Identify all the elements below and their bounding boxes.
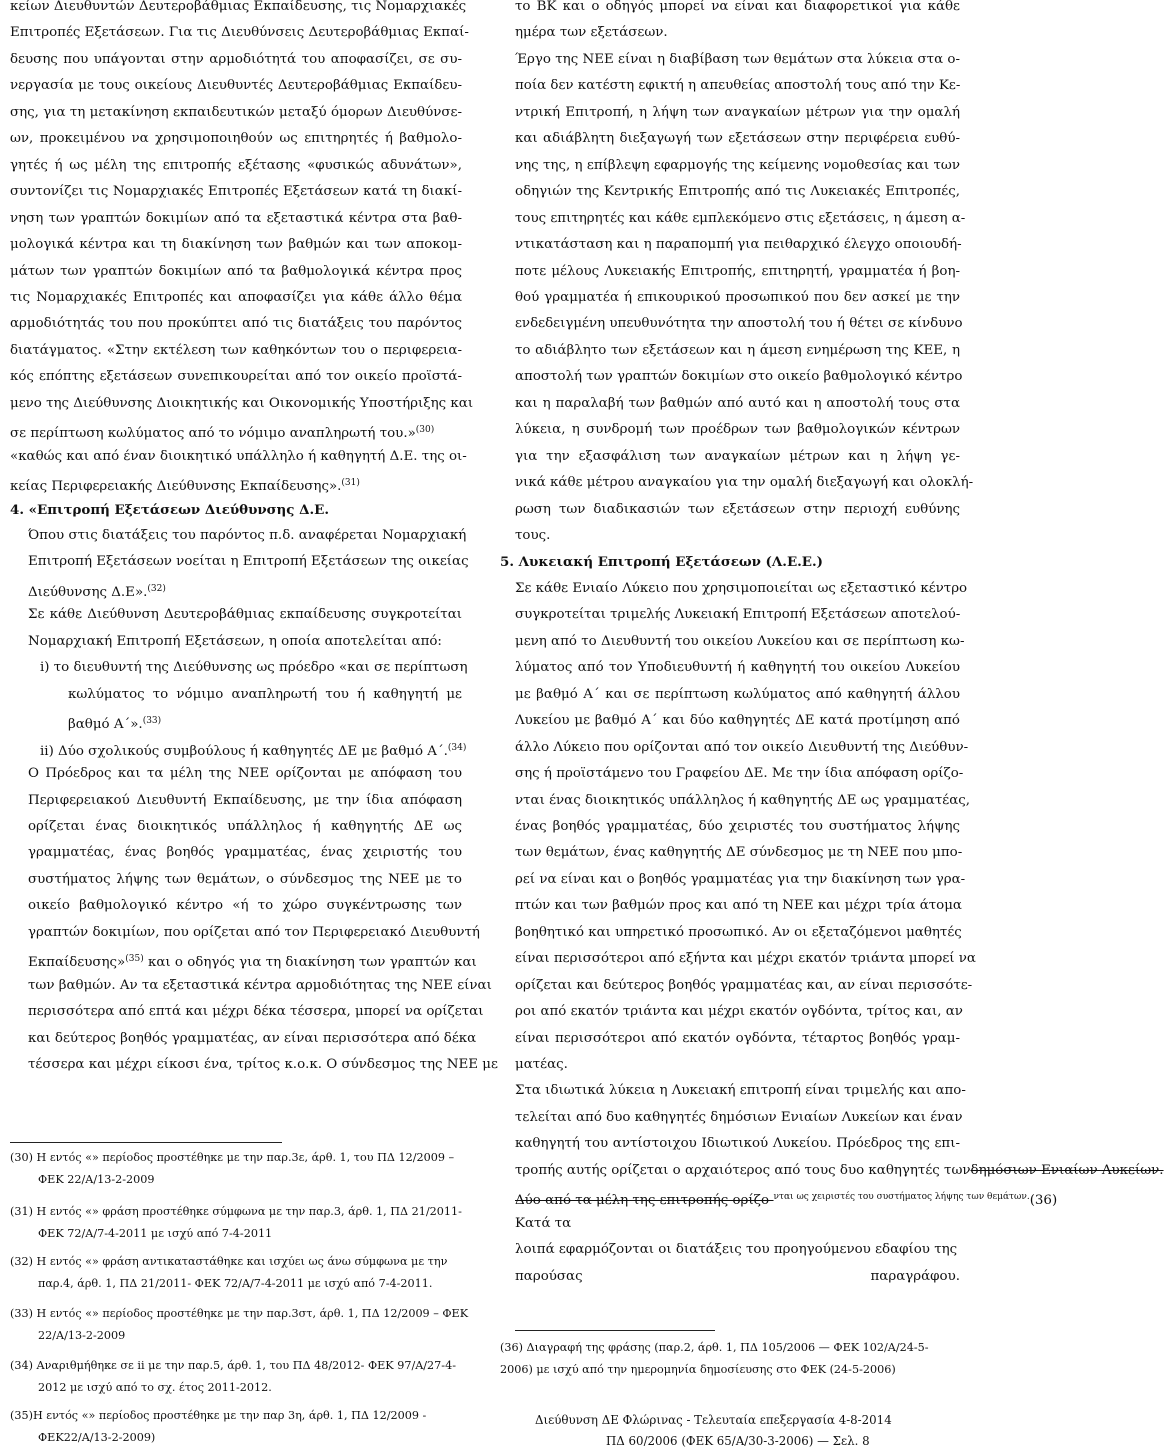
line-text: με βαθμό Α΄ και σε περίπτωση κωλύματος από καθηγητή άλλου <box>515 686 960 702</box>
text-line <box>515 73 960 99</box>
text-line <box>28 946 477 972</box>
text-line <box>515 999 963 1025</box>
line-text: συγκροτείται τριμελής Λυκειακή Επιτροπή Εξετάσεων αποτελού- <box>515 607 961 623</box>
text-line <box>515 1052 960 1078</box>
line-text: ένας βοηθός γραμματέας, δύο χειριστές του συστήματος λήψης <box>515 818 960 834</box>
text-line <box>515 946 976 972</box>
text-line <box>515 126 960 152</box>
text-line <box>515 1237 960 1263</box>
text-line <box>10 126 462 152</box>
text-line <box>10 153 462 179</box>
line-text: ντρική Επιτροπή, η λήψη των αναγκαίων μέτρων για την ομαλή <box>515 104 960 120</box>
text-line <box>28 867 462 893</box>
line-text: Έργο της ΝΕΕ είναι η διαβίβαση των θεμάτων στα λύκεια στα ο- <box>515 51 960 67</box>
line-text: οικείο βαθμολογικό κέντρο «ή το χώρο συγκέντρωσης των <box>28 898 462 914</box>
text-line <box>515 1158 1164 1184</box>
text-line <box>515 444 960 470</box>
line-text: λύματος από τον Υποδιευθυντή ή καθηγητή του οικείου Λυκείου <box>515 660 960 676</box>
text-line <box>515 153 960 179</box>
text-line <box>10 470 462 496</box>
line-text: μενο της Διεύθυνσης Διοικητικής και Οικονομικής Υποστήριξης και <box>10 395 474 411</box>
line-text: τις Νομαρχιακές Επιτροπές και αποφασίζει για κάθε άλλο θέμα <box>10 289 462 305</box>
text-line <box>28 840 462 866</box>
text-line <box>515 285 960 311</box>
text-line <box>28 999 484 1025</box>
text-line <box>515 20 960 46</box>
line-text: τέσσερα και μέχρι είκοσι ένα, τρίτος κ.ο.κ. Ο σύνδεσμος της ΝΕΕ με <box>28 1057 498 1072</box>
footnote-ref: (32) <box>147 583 166 594</box>
line-text: των θεμάτων, ένας καθηγητής ΔΕ σύνδεσμος με τη ΝΕΕ που μπο- <box>515 845 963 861</box>
text-line <box>10 73 462 99</box>
text-line <box>515 602 960 628</box>
line-text: 5. Λυκειακή Επιτροπή Εξετάσεων (Λ.Ε.Ε.) <box>500 554 824 571</box>
line-text: μάτων των γραπτών δοκιμίων από τα βαθμολογικά κέντρα προς <box>10 263 462 279</box>
line-text: τους. <box>515 528 551 543</box>
line-text: ρωση των διαδικασιών των εξετάσεων στην περιοχή ευθύνης <box>515 501 960 517</box>
text-line <box>28 629 462 655</box>
line-text: γραμματέας, ένας βοηθός γραμματέας, ένας χειριστής του <box>28 845 462 861</box>
line-text: είναι περισσότεροι από εξήντα και μέχρι εκατόν τριάντα μπορεί να <box>515 951 976 967</box>
line-text: Επιτροπές Εξετάσεων. Για τις Διευθύνσεις Δευτεροβάθμιας Εκπαί- <box>10 25 469 41</box>
line-text: βοηθητικό και υπηρετικό προσωπικό. Αν οι εξεταζόμενοι μαθητές <box>515 924 962 940</box>
text-line <box>28 523 467 549</box>
text-line <box>515 788 970 814</box>
text-line <box>515 497 960 523</box>
footnote-ref: (31) <box>341 478 360 489</box>
text-line <box>515 417 960 443</box>
footnote-line: παρ.4, άρθ. 1, ΠΔ 21/2011- ΦΕΚ 72/Α/7-4-2011 με ισχύ από 7-4-2011. <box>38 1277 433 1290</box>
line-text: οδηγιών της Κεντρικής Επιτροπής από τις Λυκειακές Επιτροπές, <box>515 184 960 200</box>
footnote-ref: (33) <box>142 716 162 727</box>
text-line <box>10 232 462 258</box>
line-text: Περιφερειακού Διευθυντή Εκπαίδευσης, με την ίδια απόφαση <box>28 792 462 808</box>
text-line <box>10 338 462 364</box>
text-line <box>10 417 462 443</box>
line-text: βαθμό Α΄». <box>68 717 143 733</box>
text-line <box>515 629 965 655</box>
text-line <box>28 1026 477 1052</box>
text-line <box>515 470 974 496</box>
line-text: και ο οδηγός για τη διακίνηση των γραπτών και <box>143 955 477 971</box>
text-line <box>515 920 960 946</box>
footer-line-2: ΠΔ 60/2006 (ΦΕΚ 65/Α/30-3-2006) — Σελ. 8 <box>606 1434 870 1448</box>
text-line <box>10 285 462 311</box>
line-text: ποτε μέλους Λυκειακής Επιτροπής, επιτηρητή, γραμματέα ή βοη- <box>515 263 960 279</box>
line-text: αρμοδιότητάς του που προκύπτει από τις διατάξεις του παρόντος <box>10 316 462 332</box>
line-text: θού γραμματέα ή επικουρικού προσωπικού που δεν ασκεί με την <box>515 289 960 305</box>
line-text: ii) Δύο σχολικούς συμβούλους ή καθηγητές ΔΕ με βαθμό Α΄. <box>40 743 448 759</box>
footnote-ref: (30) <box>415 425 435 436</box>
text-line <box>500 549 960 575</box>
deleted-text: Δύο από τα μέλη της επιτροπής ορίζο- <box>515 1193 774 1209</box>
footnote-line: ΦΕΚ 72/Α/7-4-2011 με ισχύ από 7-4-2011 <box>38 1227 273 1240</box>
line-text: Σε κάθε Διεύθυνση Δευτεροβάθμιας εκπαίδευσης συγκροτείται <box>28 607 462 623</box>
line-text: τους επιτηρητές και κάθε εμπλεκόμενο στις εξετάσεις, η άμεση α- <box>515 210 966 226</box>
text-line <box>515 259 960 285</box>
line-text: Κατά τα <box>515 1215 572 1231</box>
footnote-ref: (35) <box>125 954 144 965</box>
line-text: αποστολή των γραπτών δοκιμίων στο οικείο βαθμολογικό κέντρο <box>515 369 963 385</box>
line-text: νηση των γραπτών δοκιμίων από τα εξεταστικά κέντρα στα βαθ- <box>10 210 462 226</box>
footnote-line: (33) Η εντός «» περίοδος προστέθηκε με την παρ.3στ, άρθ. 1, ΠΔ 12/2009 – ΦΕΚ <box>10 1307 469 1320</box>
text-line <box>10 20 469 46</box>
text-line <box>10 391 474 417</box>
text-line <box>28 920 480 946</box>
text-line <box>515 708 960 734</box>
text-line <box>515 576 968 602</box>
line-text: Νομαρχιακή Επιτροπή Εξετάσεων, η οποία αποτελείται από: <box>28 633 442 649</box>
line-text: συστήματος λήψης των θεμάτων, ο σύνδεσμος της ΝΕΕ με το <box>28 871 462 887</box>
footnote-line: 2012 με ισχύ από το σχ. έτος 2011-2012. <box>38 1381 272 1394</box>
line-text: ροι από εκατόν τριάντα και μέχρι εκατόν ογδόντα, τρίτος και, αν <box>515 1004 963 1020</box>
text-line <box>28 893 462 919</box>
line-text: το αδιάβλητο των εξετάσεων και η άμεση ενημέρωση της ΚΕΕ, η <box>515 342 960 358</box>
text-line <box>515 232 960 258</box>
line-text: άλλο Λύκειο που ορίζονται από τον οικείο Διευθυντή της Διεύθυν- <box>515 739 969 755</box>
text-line <box>68 682 462 708</box>
line-text: μενη από το Διευθυντή του οικείου Λυκείου και σε περίπτωση κω- <box>515 633 965 649</box>
text-line <box>515 735 969 761</box>
line-text: σης, για τη μετακίνηση εκπαιδευτικών μεταξύ όμορων Διευθύνσε- <box>10 104 462 120</box>
text-line <box>10 444 467 470</box>
line-text: νικά κάθε μέτρου αναγκαίου για την ομαλή διεξαγωγή και ολοκλή- <box>515 475 974 491</box>
line-text: λύκεια, η συνδρομή των προέδρων των βαθμολογικών κέντρων <box>515 422 960 438</box>
line-text: κός επόπτης εξετάσεων συνεπικουρείται από τον οικείο προϊστά- <box>10 369 462 385</box>
line-text: ημέρα των εξετάσεων. <box>515 25 668 41</box>
text-line <box>28 602 462 628</box>
line-text: ων, προκειμένου να χρησιμοποιηθούν ως επιτηρητές ή βαθμολο- <box>10 131 462 147</box>
text-line <box>28 814 462 840</box>
text-line <box>28 788 462 814</box>
footnote-line: ΦΕΚ22/Α/13-2-2009) <box>38 1431 156 1444</box>
line-text: ποία δεν κατέστη εφικτή η απευθείας αποστολή τους από την Κε- <box>515 78 961 94</box>
text-line <box>40 655 468 681</box>
deleted-text: δημόσιων Ενιαίων Λυκείων. <box>970 1162 1164 1178</box>
text-line <box>10 0 467 20</box>
line-text: δευσης που υπάγονται στην αρμοδιότητά του αποφασίζει, σε συ- <box>10 51 462 67</box>
line-text: γραπτών δοκιμίων, που ορίζεται από τον Περιφερειακό Διευθυντή <box>28 924 480 940</box>
line-text: λοιπά εφαρμόζονται οι διατάξεις του προηγούμενου εδαφίου της <box>515 1242 958 1258</box>
line-text: παρούσας παραγράφου. <box>515 1268 960 1284</box>
footnote-line: 22/Α/13-2-2009 <box>38 1329 126 1342</box>
text-line <box>10 47 462 73</box>
text-line <box>515 655 960 681</box>
text-line <box>40 735 467 761</box>
line-text: Σε κάθε Ενιαίο Λύκειο που χρησιμοποιείται ως εξεταστικό κέντρο <box>515 580 968 596</box>
text-line <box>515 1264 960 1290</box>
text-line <box>10 364 462 390</box>
line-text: και δεύτερος βοηθός γραμματέας, αν είναι περισσότερα από δέκα <box>28 1030 477 1046</box>
line-text: και αδιάβλητη διεξαγωγή των εξετάσεων στην περιφέρεια ευθύ- <box>515 131 960 147</box>
line-text: Διεύθυνσης Δ.Ε». <box>28 584 148 600</box>
text-line <box>515 364 963 390</box>
text-line <box>515 840 963 866</box>
text-line <box>10 206 462 232</box>
text-line <box>515 311 963 337</box>
footnote-line: (36) Διαγραφή της φράσης (παρ.2, άρθ. 1, ΠΔ 105/2006 — ΦΕΚ 102/Α/24-5- <box>500 1341 929 1354</box>
text-line <box>515 893 960 919</box>
text-line <box>28 1052 498 1078</box>
text-line <box>515 47 960 73</box>
text-line <box>515 867 966 893</box>
line-text: το ΒΚ και ο οδηγός μπορεί να είναι και διαφορετικοί για κάθε <box>515 0 960 14</box>
line-text: ενδεδειγμένη υπευθυνότητα την αποστολή του ή θέτει σε κίνδυνο <box>515 316 963 332</box>
line-text: για την εξασφάλιση των αναγκαίων μέτρων και η λήψη γε- <box>515 448 960 464</box>
line-text: νται ένας διοικητικός υπάλληλος ή καθηγητής ΔΕ ως γραμματέας, <box>515 792 970 808</box>
line-text: Λυκείου με βαθμό Α΄ και δύο καθηγητές ΔΕ κατά προτίμηση από <box>515 713 960 729</box>
footnote-line: (35)Η εντός «» περίοδος προστέθηκε με την παρ 3η, άρθ. 1, ΠΔ 12/2009 - <box>10 1409 427 1422</box>
text-line <box>10 179 462 205</box>
footnote-separator <box>10 1142 282 1143</box>
footnote-line: (34) Αναριθμήθηκε σε ii με την παρ.5, άρθ. 1, του ΠΔ 48/2012- ΦΕΚ 97/Α/27-4- <box>10 1359 456 1372</box>
line-text: γητές ή ως μέλη της επιτροπής εξέτασης «φυσικώς αδυνάτων», <box>10 157 462 173</box>
line-text: Επιτροπή Εξετάσεων νοείται η Επιτροπή Εξετάσεων της οικείας <box>28 554 469 570</box>
line-text: και η παραλαβή των βαθμών από αυτό και η αποστολή τους στα <box>515 395 960 411</box>
text-line <box>515 761 964 787</box>
line-text: Εκπαίδευσης» <box>28 955 126 971</box>
line-text: μολογικά κέντρα και τη διακίνηση των βαθμών και των αποκομ- <box>10 237 462 253</box>
line-text: τελείται από δυο καθηγητές δημόσιων Ενιαίων Λυκείων και έναν <box>515 1109 963 1125</box>
line-text: (36) <box>1029 1193 1058 1209</box>
text-line <box>10 100 462 126</box>
line-text: κωλύματος το νόμιμο αναπληρωτή του ή καθηγητή με <box>68 686 462 702</box>
line-text: ορίζεται και δεύτερος βοηθός γραμματέας και, αν είναι περισσότε- <box>515 977 973 993</box>
line-text: Ο Πρόεδρος και τα μέλη της ΝΕΕ ορίζονται με απόφαση του <box>28 766 462 782</box>
text-line <box>10 259 462 285</box>
line-text: καθηγητή του αντίστοιχου Ιδιωτικού Λυκείου. Πρόεδρος της επι- <box>515 1136 960 1152</box>
text-line <box>515 100 960 126</box>
text-line <box>515 682 960 708</box>
line-text: i) το διευθυντή της Διεύθυνσης ως πρόεδρο «και σε περίπτωση <box>40 660 468 676</box>
footnote-ref: νται ως χειριστές του συστήματος λήψης των θεμάτων. <box>773 1192 1030 1203</box>
text-line <box>515 523 960 549</box>
text-line <box>515 206 966 232</box>
text-line <box>515 1211 960 1237</box>
line-text: «καθώς και από έναν διοικητικό υπάλληλο ή καθηγητή Δ.Ε. της οι- <box>10 448 467 464</box>
line-text: ματέας. <box>515 1057 568 1072</box>
text-line <box>515 1026 960 1052</box>
footer-line-1: Διεύθυνση ΔΕ Φλώρινας - Τελευταία επεξεργασία 4-8-2014 <box>535 1413 892 1427</box>
line-text: σε περίπτωση κωλύματος από το νόμιμο αναπληρωτή του.» <box>10 426 416 442</box>
line-text: πτών και των βαθμών προς και από τη ΝΕΕ και μέχρι τρία άτομα <box>515 898 962 914</box>
footnote-line: 2006) με ισχύ από την ημερομηνία δημοσίευσης στο ΦΕΚ (24-5-2006) <box>500 1363 896 1376</box>
text-line <box>515 1184 1058 1210</box>
line-text: νεργασία με τους οικείους Διευθυντές Δευτεροβάθμιας Εκπαίδευ- <box>10 78 462 94</box>
footnote-line: (30) Η εντός «» περίοδος προστέθηκε με την παρ.3ε, άρθ. 1, του ΠΔ 12/2009 – <box>10 1151 455 1164</box>
line-text: των βαθμών. Αν τα εξεταστικά κέντρα αρμοδιότητας της ΝΕΕ είναι <box>28 977 492 993</box>
line-text: κείων Διευθυντών Δευτεροβάθμιας Εκπαίδευσης, τις Νομαρχιακές <box>10 0 467 14</box>
footnote-ref: (34) <box>447 742 467 753</box>
line-text: τροπής αυτής ορίζεται ο αρχαιότερος από τους δυο καθηγητές των <box>515 1162 971 1178</box>
line-text: νης της, η επίβλεψη εφαρμογής της κείμενης νομοθεσίας και των <box>515 157 960 173</box>
line-text: ντικατάσταση και η παραπομπή για πειθαρχικό έλεγχο οποιουδή- <box>515 237 962 253</box>
line-text: Στα ιδιωτικά λύκεια η Λυκειακή επιτροπή είναι τριμελής και απο- <box>515 1083 966 1099</box>
text-line <box>10 497 462 523</box>
text-line <box>515 391 960 417</box>
line-text: σης ή προϊστάμενο του Γραφείου ΔΕ. Με την ίδια απόφαση ορίζο- <box>515 766 964 782</box>
line-text: 4. «Επιτροπή Εξετάσεων Διεύθυνσης Δ.Ε. <box>10 501 330 518</box>
footnote-line: (32) Η εντός «» φράση αντικαταστάθηκε και ισχύει ως άνω σύμφωνα με την <box>10 1255 448 1268</box>
footnote-separator <box>515 1330 715 1331</box>
text-line <box>515 0 960 20</box>
text-line <box>515 973 973 999</box>
text-line <box>515 814 960 840</box>
footnote-line: (31) Η εντός «» φράση προστέθηκε σύμφωνα με την παρ.3, άρθ. 1, ΠΔ 21/2011- <box>10 1205 462 1218</box>
text-line <box>28 973 492 999</box>
text-line <box>28 576 462 602</box>
line-text: Όπου στις διατάξεις του παρόντος π.δ. αναφέρεται Νομαρχιακή <box>28 528 467 543</box>
line-text: συντονίζει τις Νομαρχιακές Επιτροπές Εξετάσεων κατά τη διακί- <box>10 184 462 200</box>
text-line <box>515 179 960 205</box>
line-text: διατάγματος. «Στην εκτέλεση των καθηκόντων του ο περιφερεια- <box>10 342 462 358</box>
text-line <box>515 338 960 364</box>
text-line <box>28 761 462 787</box>
text-line <box>68 708 462 734</box>
text-line <box>10 311 462 337</box>
text-line <box>515 1078 966 1104</box>
line-text: ρεί να είναι και ο βοηθός γραμματέας για την διακίνηση των γρα- <box>515 871 966 887</box>
text-line <box>515 1105 963 1131</box>
text-line <box>515 1131 960 1157</box>
text-line <box>28 549 469 575</box>
line-text: ορίζεται ένας διοικητικός υπάλληλος ή καθηγητής ΔΕ ως <box>28 818 462 834</box>
line-text: περισσότερα από επτά και μέχρι δέκα τέσσερα, μπορεί να ορίζεται <box>28 1004 484 1020</box>
line-text: κείας Περιφερειακής Διεύθυνσης Εκπαίδευσης». <box>10 479 342 495</box>
line-text: είναι περισσότεροι από εκατόν ογδόντα, τέταρτος βοηθός γραμ- <box>515 1030 960 1046</box>
footnote-line: ΦΕΚ 22/Α/13-2-2009 <box>38 1173 155 1186</box>
